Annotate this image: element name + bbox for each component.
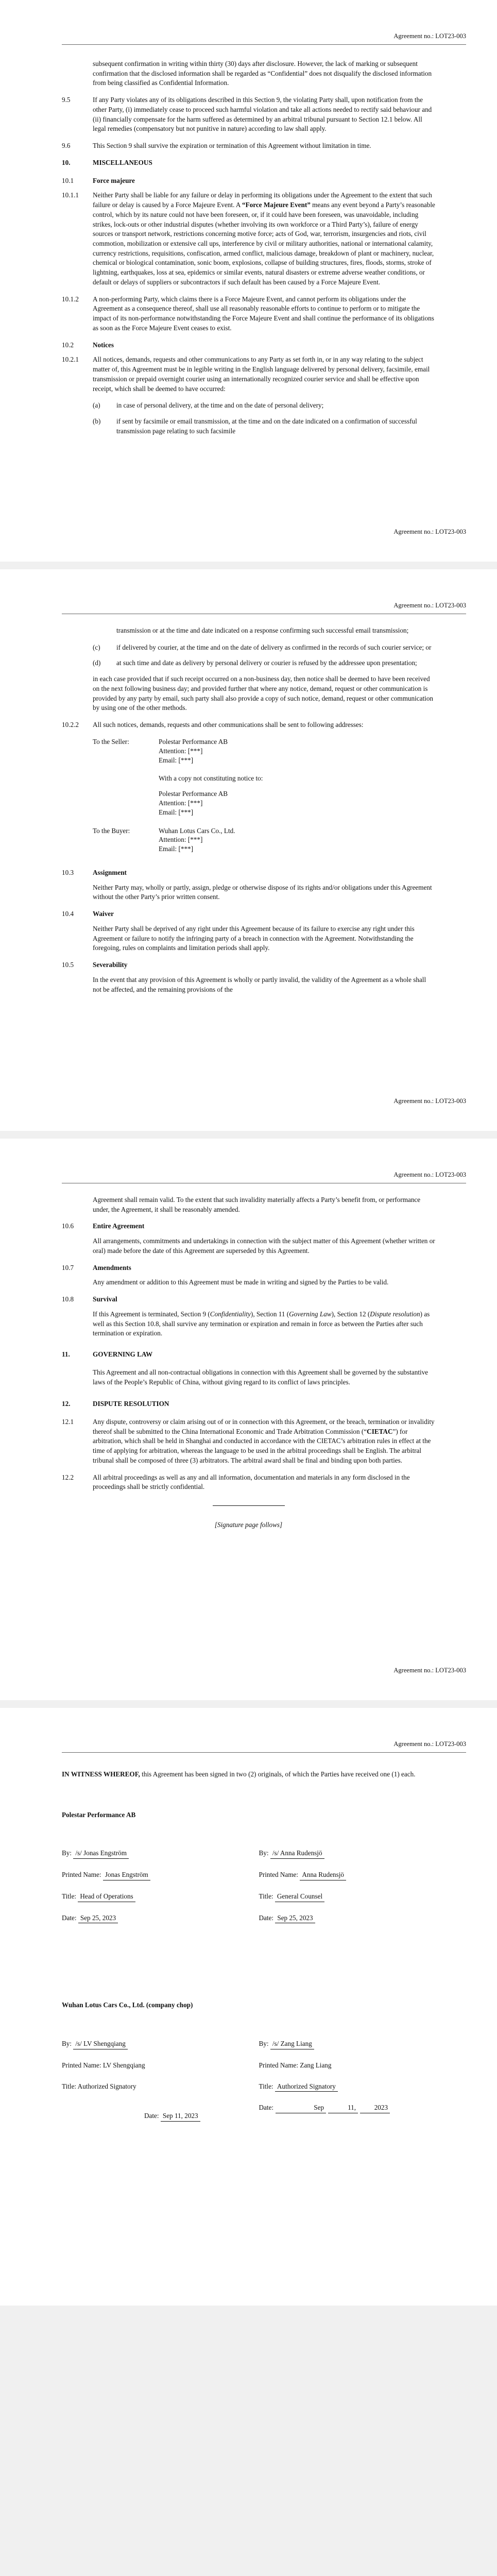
list-item-c: (c) if delivered by courier, at the time and on the date of delivery as confirmed in the records of such courier service; or xyxy=(93,643,432,651)
header-rule xyxy=(62,44,466,45)
list-item-a: (a) in case of personal delivery, at the time and on the date of personal delivery; xyxy=(93,401,324,410)
section-9-6: 9.6 This Section 9 shall survive the expiration or termination of this Agreement without limitation in time. xyxy=(62,142,371,150)
signature-page-follows: [Signature page follows] xyxy=(214,1521,283,1529)
heading-assignment: 10.3 Assignment xyxy=(62,869,127,876)
header-rule xyxy=(62,1752,466,1753)
heading-survival: 10.8 Survival xyxy=(62,1295,117,1303)
title-3: Title: Authorized Signatory xyxy=(62,2082,136,2090)
end-rule xyxy=(213,1505,285,1506)
document-page-4 xyxy=(0,1708,497,2306)
title-4: Title: Authorized Signatory xyxy=(259,2082,436,2092)
section-10-4: Neither Party shall be deprived of any right under this Agreement because of its failure to exercise any right under this Agreement or failure to notify the infringing party of a breach in connection with the Agreement. Notwithstanding the foregoing, rules on complaints and limitation periods shall apply. xyxy=(93,924,415,952)
list-item-d: (d) at such time and date as delivery by personal delivery or courier is refused by the addressee upon presentation; xyxy=(93,659,417,667)
seller-address: To the Seller: Polestar Performance AB Attention: [***] Email: [***] xyxy=(93,737,228,764)
heading-severability: 10.5 Severability xyxy=(62,961,128,969)
heading-notices: 10.2 Notices xyxy=(62,341,114,349)
polestar-signature-block xyxy=(62,1849,435,1923)
signature-by-4: By: /s/ Zang Liang xyxy=(259,2039,436,2049)
heading-entire-agreement: 10.6 Entire Agreement xyxy=(62,1222,145,1230)
page-1-body xyxy=(62,59,435,443)
heading-amendments: 10.7 Amendments xyxy=(62,1263,131,1272)
title-2: Title: General Counsel xyxy=(259,1892,436,1902)
paragraph-continuation: Agreement shall remain valid. To the extent that such invalidity materially affects a Party’s benefit from, or performance under, the Agreement, it shall be reasonably amended. xyxy=(93,1196,421,1213)
agreement-number-footer: Agreement no.: LOT23-003 xyxy=(393,528,466,536)
heading-force-majeure: 10.1 Force majeure xyxy=(62,176,135,184)
polestar-signatory-heading: Polestar Performance AB xyxy=(62,1810,136,1819)
date-1: Date: Sep 25, 2023 xyxy=(62,1913,238,1924)
date-4: Date: Sep 11, 2023 xyxy=(259,2103,436,2113)
document-page-1 xyxy=(0,0,497,562)
agreement-number-header: Agreement no.: LOT23-003 xyxy=(393,32,466,40)
page-2-body xyxy=(62,626,435,1002)
date-3: Date: Sep 11, 2023 xyxy=(144,2111,435,2122)
date-2: Date: Sep 25, 2023 xyxy=(259,1913,436,1924)
heading-waiver: 10.4 Waiver xyxy=(62,910,114,918)
document-page-2 xyxy=(0,569,497,1131)
heading-miscellaneous: 10. MISCELLANEOUS xyxy=(62,158,152,166)
section-10-3: Neither Party may, wholly or partly, assign, pledge or otherwise dispose of its rights and/or obligations under this Agreement without the other Party’s prior written consent. xyxy=(93,883,432,901)
section-10-8: If this Agreement is terminated, Section 9 (Confidentiality), Section 11 (Governing Law), Section 12 (Dispute resolution) as well as this Section 10.8, shall survive any termination or expiration and remain in force as between the Parties after such termination or expiration. xyxy=(93,1310,430,1337)
printed-name-4: Printed Name: Zang Liang xyxy=(259,2061,332,2069)
heading-governing-law: 11. GOVERNING LAW xyxy=(62,1350,153,1359)
agreement-number-header: Agreement no.: LOT23-003 xyxy=(393,1171,466,1178)
section-10-5: In the event that any provision of this Agreement is wholly or partly invalid, the validity of the Agreement as a whole shall not be affected, and the remaining provisions of the xyxy=(93,975,426,993)
printed-name-2: Printed Name: Anna Rudensjö xyxy=(259,1870,436,1880)
paragraph-continuation: subsequent confirmation in writing within thirty (30) days after disclosure. However, the lack of marking or subsequent confirmation that the disclosed information shall be regarded as “Confidential” does not disqualify the disclosed information from being classified as Confidential Information. xyxy=(93,60,432,87)
section-10-2-2: 10.2.2 All such notices, demands, requests and other communications shall be sent to following addresses: xyxy=(62,721,364,729)
document-page-3 xyxy=(0,1139,497,1700)
section-9-5: 9.5 If any Party violates any of its obligations described in this Section 9, the violating Party shall, upon notification from the other Party, (i) immediately cease to proceed such harmful violation and take all actions needed to rectify said behaviour and (ii) financially compensate for the harm suffered as determined by an arbitral tribunal pursuant to Section 12.1 below. All legal remedies (compensatory but not punitive in nature) according to law shall apply. xyxy=(62,96,432,133)
notice-proviso-paragraph: in each case provided that if such receipt occurred on a non-business day, then notice shall be deemed to have been received on the next following business day; and provided further that where any notice, demand, request or other communication is provided by any party by email, such party shall also provide a copy of such notice, demand, request or other communication by using one of the other methods. xyxy=(93,675,434,712)
section-10-2-1: 10.2.1 All notices, demands, requests and other communications to any Party as set forth in, or in any way relating to the subject matter of, this Agreement must be in legible writing in the English language delivered by personal delivery, facsimile, email transmission or prepaid overnight courier using an internationally recognized courier service and shall be effective upon receipt, which shall be deemed to have occurred: xyxy=(62,355,430,393)
wuhan-lotus-signature-block xyxy=(62,2039,435,2113)
section-10-1-1: 10.1.1 Neither Party shall be liable for any failure or delay in performing its obligations under the Agreement to the extent that such failure or delay is caused by a Force Majeure Event. A “Force Majeure Event” means any event beyond a Party’s reasonable control, which by its nature could not have been foreseen, or, if it could have been foreseen, was unavoidable, including strikes, lock-outs or other industrial disputes (whether involving its own workforce or a Third Party’s), failure of energy sources or transport network, restrictions concerning motive force; acts of God, war, terrorism, insurgencies and riots, civil commotion, mobilization or extensive call ups, interference by civil or military authorities, national or international calamity, currency restrictions, requisitions, confiscation, armed conflict, malicious damage, breakdown of plant or machinery, nuclear, chemical or biological contamination, sonic boom, explosions, collapse of building structures, fires, floods, storms, stroke of lightning, earthquakes, loss at sea, epidemics or similar events, natural disasters or extreme adverse weather conditions, or default or delays of suppliers or subcontractors if such default has been caused by a Force Majeure Event. xyxy=(62,191,435,286)
section-10-6: All arrangements, commitments and undertakings in connection with the subject matter of this Agreement (whether written or oral) made before the date of this Agreement are superseded by this Agreement. xyxy=(93,1237,435,1255)
buyer-address: To the Buyer: Wuhan Lotus Cars Co., Ltd. Attention: [***] Email: [***] xyxy=(93,826,235,853)
title-1: Title: Head of Operations xyxy=(62,1892,238,1902)
printed-name-3: Printed Name: LV Shengqiang xyxy=(62,2061,145,2069)
heading-dispute-resolution: 12. DISPUTE RESOLUTION xyxy=(62,1400,169,1408)
agreement-number-header: Agreement no.: LOT23-003 xyxy=(393,602,466,609)
agreement-number-header: Agreement no.: LOT23-003 xyxy=(393,1740,466,1748)
section-11: This Agreement and all non-contractual obligations in connection with this Agreement shall be governed by the substantive laws of the People’s Republic of China, without giving regard to its conflict of laws principles. xyxy=(93,1368,429,1386)
section-10-7: Any amendment or addition to this Agreement must be made in writing and signed by the Parties to be valid. xyxy=(93,1278,389,1286)
paragraph-continuation: transmission or at the time and date indicated on a response confirming such successful email transmission; xyxy=(116,626,409,634)
signature-by-3: By: /s/ LV Shengqiang xyxy=(62,2039,238,2049)
signature-by-2: By: /s/ Anna Rudensjö xyxy=(259,1849,436,1859)
page-3-body xyxy=(62,1195,435,1545)
agreement-number-footer: Agreement no.: LOT23-003 xyxy=(393,1667,466,1674)
section-10-1-2: 10.1.2 A non-performing Party, which claims there is a Force Majeure Event, and cannot perform its obligations under the Agreement as a consequence thereof, shall use all reasonably reasonable efforts to continue to perform or to mitigate the impact of its non-performance notwithstanding the Force Majeure Event and shall continue the performance of its obligations as soon as the Force Majeure Event ceases to exist. xyxy=(62,295,434,332)
printed-name-1: Printed Name: Jonas Engström xyxy=(62,1870,238,1880)
section-12-1: 12.1 Any dispute, controversy or claim arising out of or in connection with this Agreement, or the breach, termination or invalidity thereof shall be submitted to the China International Economic and Trade Arbitration Commission (“CIETAC”) for arbitration, which shall be held in Shanghai and conducted in accordance with the CIETAC’s arbitration rules in effect at the time of applying for arbitration, whereas the language to be used in the arbitral proceedings shall be English. The arbitral tribunal shall be composed of three (3) arbitrators. The arbitral award shall be final and binding upon both parties. xyxy=(62,1418,435,1464)
list-item-b: (b) if sent by facsimile or email transmission, at the time and on the date indicated on a confirmation of successful transmission page relating to such facsimile xyxy=(93,417,417,435)
section-12-2: 12.2 All arbitral proceedings as well as any and all information, documentation and materials in any form disclosed in the proceedings shall be strictly confidential. xyxy=(62,1473,410,1491)
signature-by-1: By: /s/ Jonas Engström xyxy=(62,1849,238,1859)
signature-page-body xyxy=(62,1770,435,2122)
copy-address: With a copy not constituting notice to: Polestar Performance AB Attention: [***] Email: [***] xyxy=(159,774,263,816)
wuhan-lotus-signatory-heading: Wuhan Lotus Cars Co., Ltd. (company chop) xyxy=(62,2001,193,2009)
in-witness-whereof: IN WITNESS WHEREOF, this Agreement has been signed in two (2) originals, of which the Parties have received one (1) each. xyxy=(62,1770,416,1778)
agreement-number-footer: Agreement no.: LOT23-003 xyxy=(393,1097,466,1105)
